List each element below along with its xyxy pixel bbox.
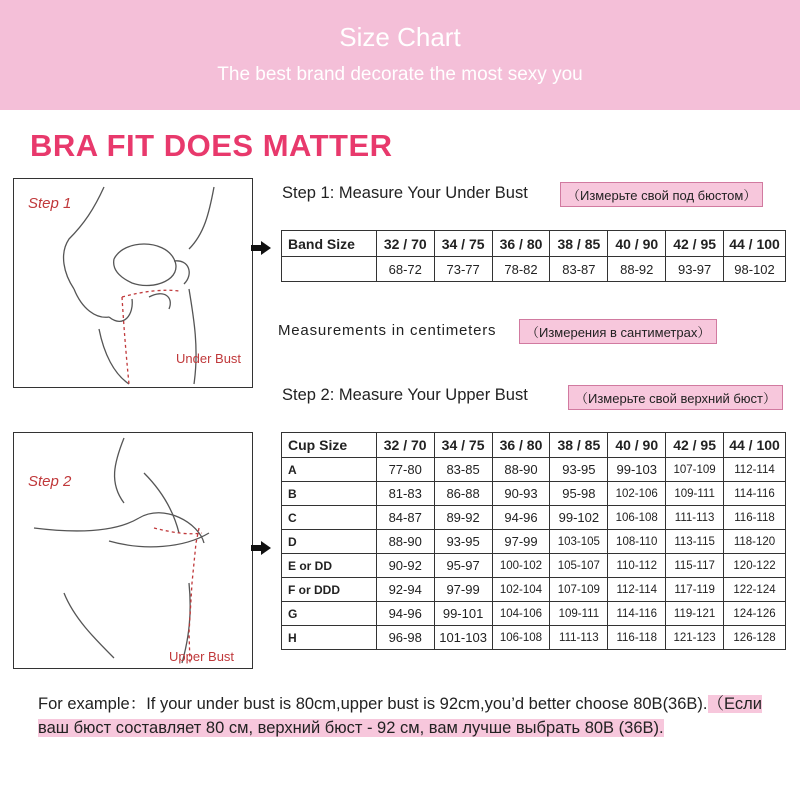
table-cell: 88-90 [376, 530, 434, 554]
table-cell: 89-92 [434, 506, 492, 530]
table-cell: 112-114 [608, 578, 666, 602]
table-row [282, 554, 786, 578]
table-cell: 105-107 [550, 554, 608, 578]
table-cell: 121-123 [666, 626, 724, 650]
table-cell: 88-90 [492, 458, 550, 482]
table-cell: 93-95 [550, 458, 608, 482]
table-cell: 86-88 [434, 482, 492, 506]
table-cell: 100-102 [492, 554, 550, 578]
step1-heading: Step 1: Measure Your Under Bust [282, 184, 528, 202]
band-col-header: 44 / 100 [724, 231, 786, 257]
band-col-header: 42 / 95 [666, 231, 724, 257]
step1-label: Step 1 [28, 195, 72, 212]
cup-col-header: 38 / 85 [550, 433, 608, 458]
table-cell: 107-109 [550, 578, 608, 602]
table-cell: 99-102 [550, 506, 608, 530]
table-cell: 99-101 [434, 602, 492, 626]
table-cell: 83-85 [434, 458, 492, 482]
under-bust-label: Under Bust [176, 351, 242, 366]
table-cell: 84-87 [376, 506, 434, 530]
step2-label: Step 2 [28, 473, 72, 490]
cup-col-header: 42 / 95 [666, 433, 724, 458]
table-cell: 90-93 [492, 482, 550, 506]
table-row [282, 602, 786, 626]
table-cell: 95-97 [434, 554, 492, 578]
table-cell: 115-117 [666, 554, 724, 578]
table-cell: 113-115 [666, 530, 724, 554]
table-cell: 111-113 [550, 626, 608, 650]
cup-size-header: Cup Size [282, 433, 377, 458]
band-table-header [282, 231, 786, 257]
table-cell: 106-108 [492, 626, 550, 650]
table-cell: 90-92 [376, 554, 434, 578]
band-value-cell: 93-97 [666, 257, 724, 282]
cup-col-header: 40 / 90 [608, 433, 666, 458]
band-value-cell: 98-102 [724, 257, 786, 282]
cup-table-header [282, 433, 786, 458]
table-cell: 101-103 [434, 626, 492, 650]
cup-label: F or DDD [282, 578, 377, 602]
table-cell: 118-120 [724, 530, 786, 554]
table-cell: 124-126 [724, 602, 786, 626]
table-cell: 119-121 [666, 602, 724, 626]
table-cell: 97-99 [492, 530, 550, 554]
band-col-header: 36 / 80 [492, 231, 550, 257]
table-cell: 116-118 [724, 506, 786, 530]
measurement-russian-tag: （Измерения в сантиметрах） [519, 319, 717, 344]
cup-label: D [282, 530, 377, 554]
step1-russian-tag: （Измерьте свой под бюстом） [560, 182, 763, 207]
table-cell: 93-95 [434, 530, 492, 554]
band-value-cell: 88-92 [608, 257, 666, 282]
example-lead: For example：If your under bust is 80cm,upper bust is 92cm,you’d better choose 80B(36B). [38, 695, 708, 713]
upper-bust-label: Upper Bust [169, 649, 235, 664]
table-cell: 97-99 [434, 578, 492, 602]
example-russian: （Если ваш бюст составляет 80 см, верхний бюст - 92 см, вам лучше выбрать 80B (36B). [38, 695, 762, 737]
table-cell: 94-96 [376, 602, 434, 626]
band-value-cell: 83-87 [550, 257, 608, 282]
cup-label: H [282, 626, 377, 650]
table-cell: 92-94 [376, 578, 434, 602]
band-col-header: 40 / 90 [608, 231, 666, 257]
table-cell: 102-104 [492, 578, 550, 602]
band-values-row [282, 257, 786, 282]
cup-label: G [282, 602, 377, 626]
cup-col-header: 44 / 100 [724, 433, 786, 458]
table-cell: 112-114 [724, 458, 786, 482]
table-cell: 114-116 [608, 602, 666, 626]
table-cell: 109-111 [666, 482, 724, 506]
step2-illustration [13, 432, 253, 669]
table-cell: 103-105 [550, 530, 608, 554]
step2-russian-tag: （Измерьте свой верхний бюст） [568, 385, 783, 410]
table-cell: 116-118 [608, 626, 666, 650]
band-size-header: Band Size [282, 231, 377, 257]
table-row [282, 530, 786, 554]
example-text [38, 692, 778, 740]
table-cell: 114-116 [724, 482, 786, 506]
table-cell: 110-112 [608, 554, 666, 578]
table-cell: 111-113 [666, 506, 724, 530]
table-cell: 94-96 [492, 506, 550, 530]
measurement-note: Measurements in centimeters [278, 322, 497, 339]
table-cell: 102-106 [608, 482, 666, 506]
band-col-header: 38 / 85 [550, 231, 608, 257]
table-cell: 99-103 [608, 458, 666, 482]
table-cell: 107-109 [666, 458, 724, 482]
table-row [282, 482, 786, 506]
band-value-cell: 78-82 [492, 257, 550, 282]
band-col-header: 34 / 75 [434, 231, 492, 257]
cup-label: B [282, 482, 377, 506]
table-cell: 117-119 [666, 578, 724, 602]
table-cell: 109-111 [550, 602, 608, 626]
band-value-cell: 68-72 [376, 257, 434, 282]
arrow-right-icon [251, 241, 271, 255]
page-title: Size Chart [339, 22, 461, 52]
cup-label: E or DD [282, 554, 377, 578]
table-cell: 126-128 [724, 626, 786, 650]
arrow-right-icon [251, 541, 271, 555]
table-cell: 120-122 [724, 554, 786, 578]
table-row [282, 578, 786, 602]
step2-heading: Step 2: Measure Your Upper Bust [282, 386, 528, 404]
band-values-label [282, 257, 377, 282]
header-banner [0, 0, 800, 110]
cup-col-header: 36 / 80 [492, 433, 550, 458]
cup-size-table [281, 432, 786, 650]
table-row [282, 458, 786, 482]
page-subtitle: The best brand decorate the most sexy you [217, 64, 583, 85]
table-cell: 81-83 [376, 482, 434, 506]
band-value-cell: 73-77 [434, 257, 492, 282]
upper-bust-figure-icon [14, 433, 254, 670]
table-cell: 106-108 [608, 506, 666, 530]
table-cell: 95-98 [550, 482, 608, 506]
band-col-header: 32 / 70 [376, 231, 434, 257]
step1-illustration [13, 178, 253, 388]
section-headline: BRA FIT DOES MATTER [30, 128, 393, 163]
band-size-table [281, 230, 786, 282]
cup-label: A [282, 458, 377, 482]
table-row [282, 506, 786, 530]
cup-col-header: 34 / 75 [434, 433, 492, 458]
cup-label: C [282, 506, 377, 530]
table-cell: 77-80 [376, 458, 434, 482]
table-cell: 108-110 [608, 530, 666, 554]
table-row [282, 626, 786, 650]
table-cell: 96-98 [376, 626, 434, 650]
table-cell: 122-124 [724, 578, 786, 602]
cup-col-header: 32 / 70 [376, 433, 434, 458]
table-cell: 104-106 [492, 602, 550, 626]
